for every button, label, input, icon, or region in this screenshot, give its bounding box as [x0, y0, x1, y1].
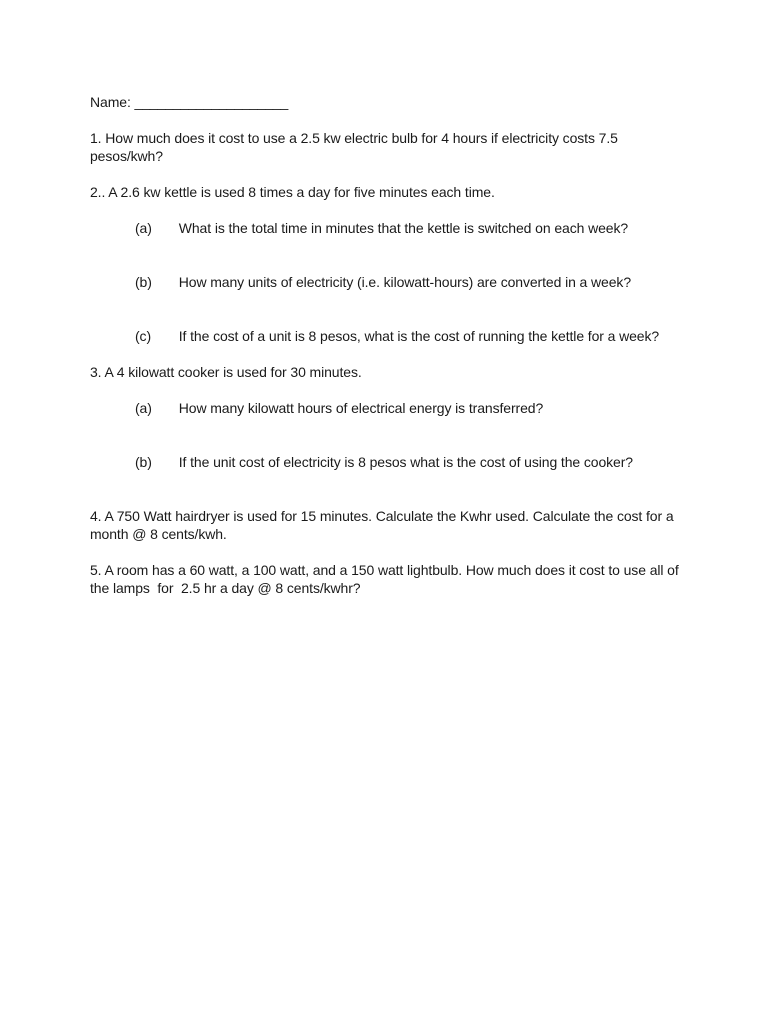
- question-5: [90, 561, 690, 597]
- spacer: [90, 111, 690, 129]
- question-4: [90, 507, 690, 543]
- question-text: 3. A 4 kilowatt cooker is used for 30 minutes.: [90, 364, 362, 380]
- spacer: [90, 543, 690, 561]
- part-tag: (a): [135, 400, 152, 416]
- part-tag: (b): [135, 454, 152, 470]
- part-tag: (a): [135, 220, 152, 236]
- part-text: If the cost of a unit is 8 pesos, what is the cost of running the kettle for a week?: [178, 328, 660, 344]
- question-text: 5. A room has a 60 watt, a 100 watt, and a 150 watt lightbulb. How much does it cost to use all of the lamps for 2.5 hr a day @ 8 cents/kwhr?: [90, 562, 683, 596]
- question-3-part-a: [90, 381, 690, 435]
- spacer: [90, 489, 690, 507]
- question-2: [90, 183, 690, 363]
- question-2-part-a: [90, 201, 690, 255]
- part-text: How many kilowatt hours of electrical energy is transferred?: [178, 400, 544, 416]
- question-text: 1. How much does it cost to use a 2.5 kw electric bulb for 4 hours if electricity costs 7.5 pesos/kwh?: [90, 130, 622, 164]
- part-text: If the unit cost of electricity is 8 pesos what is the cost of using the cooker?: [178, 454, 633, 470]
- question-3: [90, 363, 690, 489]
- name-line: Name: ____________________: [90, 94, 289, 110]
- question-1: [90, 129, 690, 165]
- part-text: What is the total time in minutes that the kettle is switched on each week?: [178, 220, 629, 236]
- part-tag: (b): [135, 274, 152, 290]
- question-text: 2.. A 2.6 kw kettle is used 8 times a day for five minutes each time.: [90, 184, 495, 200]
- part-text: How many units of electricity (i.e. kilowatt-hours) are converted in a week?: [178, 274, 632, 290]
- question-2-part-b: [90, 255, 690, 309]
- question-text: 4. A 750 Watt hairdryer is used for 15 minutes. Calculate the Kwhr used. Calculate the cost for a month @ 8 cents/kwh.: [90, 508, 678, 542]
- question-2-part-c: [90, 309, 690, 363]
- question-3-part-b: [90, 435, 690, 489]
- spacer: [90, 165, 690, 183]
- worksheet: [90, 93, 690, 597]
- part-tag: (c): [135, 328, 152, 344]
